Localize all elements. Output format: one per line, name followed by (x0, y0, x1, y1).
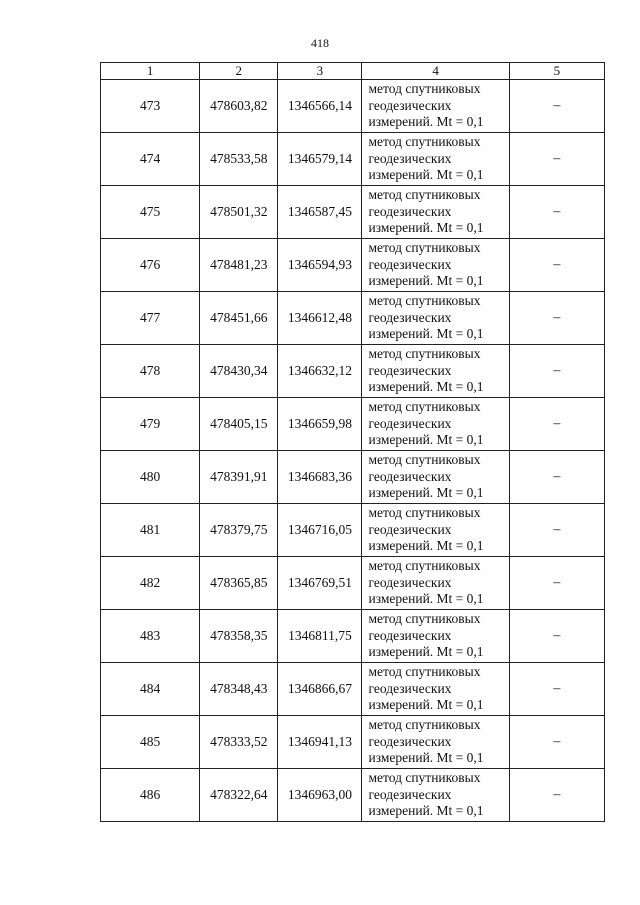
method-text-line: геодезических (368, 468, 452, 484)
method-text-line: геодезических (368, 786, 452, 802)
method-cell (362, 186, 509, 239)
method-cell (362, 610, 509, 663)
y-coordinate-cell: 1346769,51 (278, 557, 362, 610)
method-text-line: измерений. Mt = 0,1 (368, 485, 484, 501)
method-text-line: метод спутниковых (368, 399, 481, 415)
table-row (101, 345, 605, 398)
note-cell: – (509, 504, 604, 557)
method-cell (362, 557, 509, 610)
note-cell: – (509, 557, 604, 610)
method-text-line: измерений. Mt = 0,1 (368, 114, 484, 130)
point-number-cell: 477 (101, 292, 200, 345)
method-text-line: измерений. Mt = 0,1 (368, 644, 484, 660)
x-coordinate-cell: 478333,52 (200, 716, 278, 769)
method-text-line: геодезических (368, 733, 452, 749)
method-text-line: измерений. Mt = 0,1 (368, 697, 484, 713)
point-number-cell: 482 (101, 557, 200, 610)
method-cell (362, 239, 509, 292)
method-text-line: геодезических (368, 150, 452, 166)
method-text-line: метод спутниковых (368, 346, 481, 362)
point-number-cell: 474 (101, 133, 200, 186)
note-cell: – (509, 769, 604, 822)
method-text-line: измерений. Mt = 0,1 (368, 326, 484, 342)
y-coordinate-cell: 1346683,36 (278, 451, 362, 504)
method-cell (362, 663, 509, 716)
x-coordinate-cell: 478451,66 (200, 292, 278, 345)
method-text-line: измерений. Mt = 0,1 (368, 273, 484, 289)
note-cell: – (509, 186, 604, 239)
table-row (101, 451, 605, 504)
x-coordinate-cell: 478405,15 (200, 398, 278, 451)
method-text-line: метод спутниковых (368, 134, 481, 150)
method-cell (362, 716, 509, 769)
y-coordinate-cell: 1346963,00 (278, 769, 362, 822)
method-text-line: метод спутниковых (368, 293, 481, 309)
y-coordinate-cell: 1346941,13 (278, 716, 362, 769)
y-coordinate-cell: 1346811,75 (278, 610, 362, 663)
note-cell: – (509, 239, 604, 292)
method-text-line: метод спутниковых (368, 717, 481, 733)
point-number-cell: 486 (101, 769, 200, 822)
x-coordinate-cell: 478603,82 (200, 80, 278, 133)
point-number-cell: 475 (101, 186, 200, 239)
point-number-cell: 478 (101, 345, 200, 398)
method-text-line: геодезических (368, 415, 452, 431)
method-cell (362, 345, 509, 398)
method-text-line: геодезических (368, 203, 452, 219)
column-header-1: 1 (101, 63, 200, 80)
method-text-line: метод спутниковых (368, 611, 481, 627)
point-number-cell: 484 (101, 663, 200, 716)
point-number-cell: 485 (101, 716, 200, 769)
table-body (101, 80, 605, 822)
table-row (101, 80, 605, 133)
method-cell (362, 504, 509, 557)
y-coordinate-cell: 1346632,12 (278, 345, 362, 398)
y-coordinate-cell: 1346612,48 (278, 292, 362, 345)
column-header-4: 4 (362, 63, 509, 80)
method-text-line: геодезических (368, 309, 452, 325)
method-text-line: геодезических (368, 574, 452, 590)
method-text-line: метод спутниковых (368, 558, 481, 574)
table-row (101, 292, 605, 345)
method-text-line: геодезических (368, 256, 452, 272)
method-text-line: геодезических (368, 627, 452, 643)
point-number-cell: 479 (101, 398, 200, 451)
method-cell (362, 398, 509, 451)
table-row (101, 186, 605, 239)
method-cell (362, 292, 509, 345)
note-cell: – (509, 345, 604, 398)
y-coordinate-cell: 1346716,05 (278, 504, 362, 557)
method-text-line: геодезических (368, 521, 452, 537)
column-header-3: 3 (278, 63, 362, 80)
method-text-line: измерений. Mt = 0,1 (368, 220, 484, 236)
note-cell: – (509, 133, 604, 186)
method-text-line: измерений. Mt = 0,1 (368, 750, 484, 766)
method-cell (362, 80, 509, 133)
y-coordinate-cell: 1346594,93 (278, 239, 362, 292)
x-coordinate-cell: 478322,64 (200, 769, 278, 822)
x-coordinate-cell: 478379,75 (200, 504, 278, 557)
point-number-cell: 483 (101, 610, 200, 663)
x-coordinate-cell: 478533,58 (200, 133, 278, 186)
method-cell (362, 769, 509, 822)
method-text-line: измерений. Mt = 0,1 (368, 803, 484, 819)
method-text-line: метод спутниковых (368, 664, 481, 680)
method-text-line: метод спутниковых (368, 240, 481, 256)
method-text-line: геодезических (368, 97, 452, 113)
table-row (101, 239, 605, 292)
note-cell: – (509, 451, 604, 504)
x-coordinate-cell: 478358,35 (200, 610, 278, 663)
note-cell: – (509, 398, 604, 451)
table-row (101, 610, 605, 663)
method-text-line: геодезических (368, 680, 452, 696)
point-number-cell: 481 (101, 504, 200, 557)
table-row (101, 398, 605, 451)
y-coordinate-cell: 1346579,14 (278, 133, 362, 186)
note-cell: – (509, 610, 604, 663)
note-cell: – (509, 716, 604, 769)
method-cell (362, 133, 509, 186)
method-text-line: измерений. Mt = 0,1 (368, 538, 484, 554)
method-text-line: измерений. Mt = 0,1 (368, 167, 484, 183)
y-coordinate-cell: 1346866,67 (278, 663, 362, 716)
method-text-line: измерений. Mt = 0,1 (368, 591, 484, 607)
y-coordinate-cell: 1346659,98 (278, 398, 362, 451)
method-text-line: метод спутниковых (368, 770, 481, 786)
y-coordinate-cell: 1346587,45 (278, 186, 362, 239)
coordinates-table (100, 62, 605, 822)
method-text-line: метод спутниковых (368, 81, 481, 97)
x-coordinate-cell: 478391,91 (200, 451, 278, 504)
method-text-line: метод спутниковых (368, 505, 481, 521)
table-row (101, 133, 605, 186)
column-header-2: 2 (200, 63, 278, 80)
x-coordinate-cell: 478501,32 (200, 186, 278, 239)
table-row (101, 769, 605, 822)
column-header-5: 5 (509, 63, 604, 80)
point-number-cell: 480 (101, 451, 200, 504)
point-number-cell: 473 (101, 80, 200, 133)
note-cell: – (509, 663, 604, 716)
table-row (101, 663, 605, 716)
x-coordinate-cell: 478365,85 (200, 557, 278, 610)
point-number-cell: 476 (101, 239, 200, 292)
table-header-row (101, 63, 605, 80)
table-row (101, 716, 605, 769)
method-text-line: метод спутниковых (368, 187, 481, 203)
method-cell (362, 451, 509, 504)
table-row (101, 557, 605, 610)
note-cell: – (509, 80, 604, 133)
method-text-line: метод спутниковых (368, 452, 481, 468)
method-text-line: геодезических (368, 362, 452, 378)
method-text-line: измерений. Mt = 0,1 (368, 432, 484, 448)
page-number: 418 (311, 36, 329, 50)
method-text-line: измерений. Mt = 0,1 (368, 379, 484, 395)
x-coordinate-cell: 478348,43 (200, 663, 278, 716)
y-coordinate-cell: 1346566,14 (278, 80, 362, 133)
note-cell: – (509, 292, 604, 345)
x-coordinate-cell: 478481,23 (200, 239, 278, 292)
table-row (101, 504, 605, 557)
x-coordinate-cell: 478430,34 (200, 345, 278, 398)
